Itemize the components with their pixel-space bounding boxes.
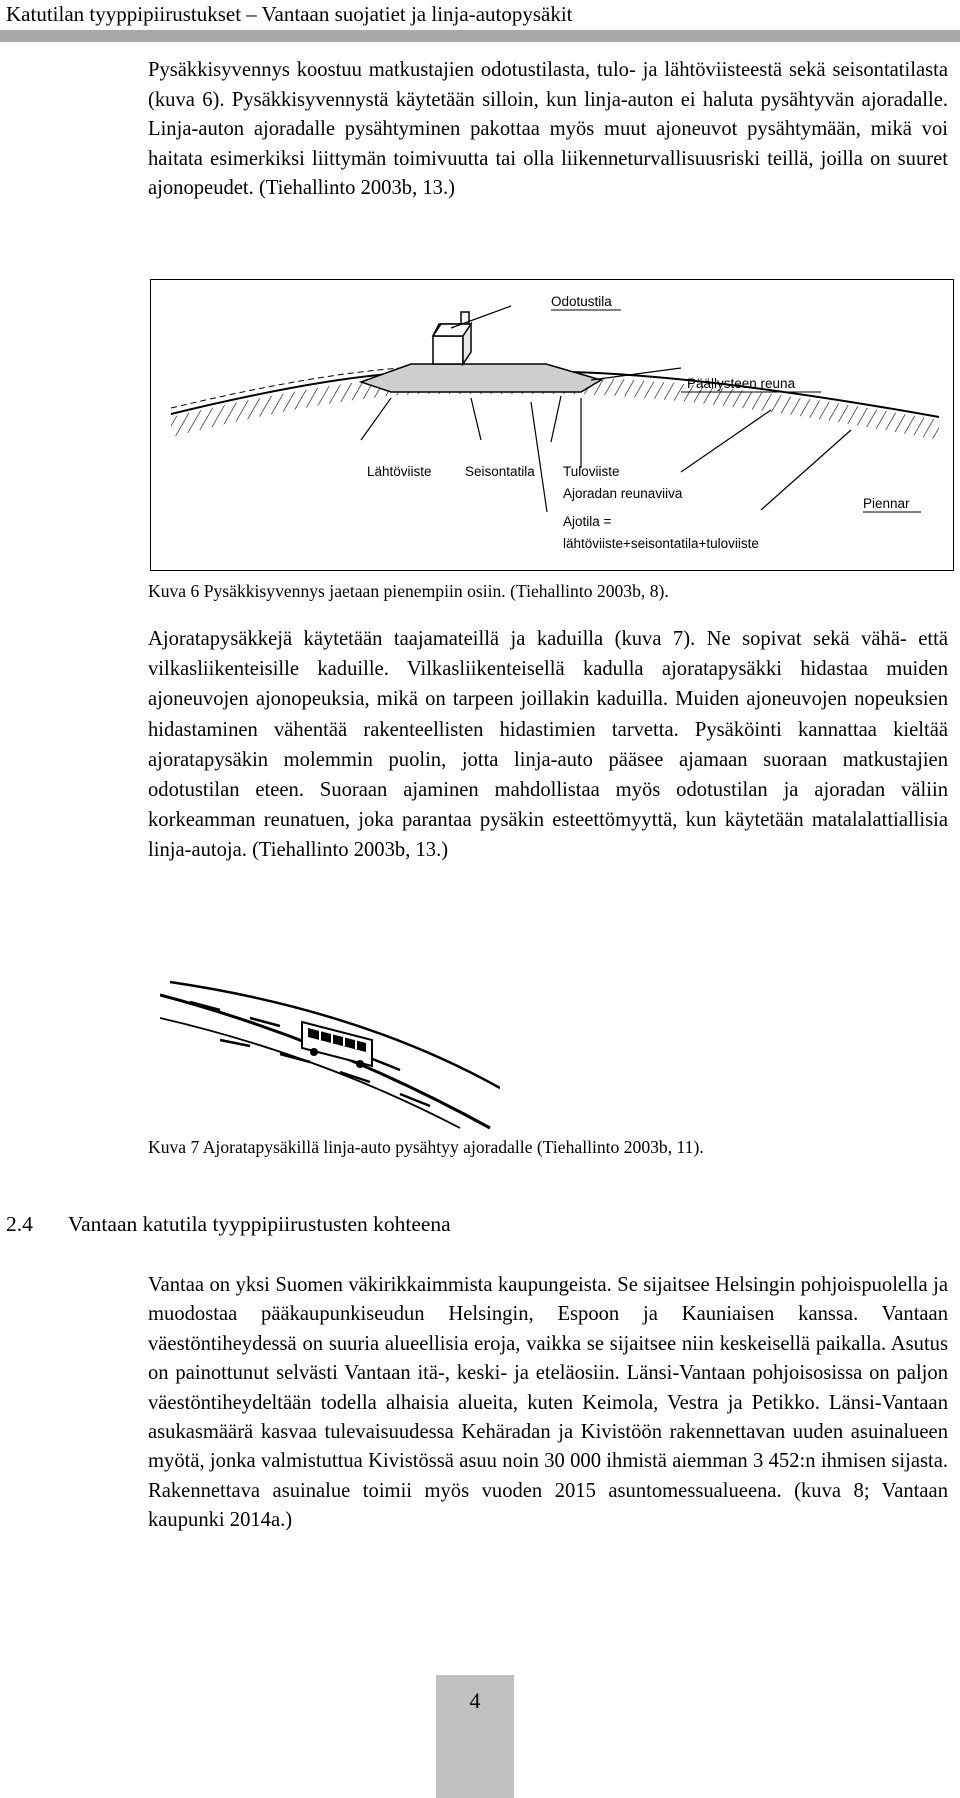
- figure-7-caption: Kuva 7 Ajoratapysäkillä linja-auto pysähtyy ajoradalle (Tiehallinto 2003b, 11).: [148, 1137, 704, 1157]
- figure-6-diagram: [150, 279, 954, 571]
- bus-bay-platform: [361, 364, 601, 392]
- paragraph-vantaa: Vantaa on yksi Suomen väkirikkaimmista kaupungeista. Se sijaitsee Helsingin pohjoispuolella ja muodostaa pääkaupunkiseudun Helsingin, Espoon ja Kauniaisen kanssa. Vantaan väestöntiheydessä on suuria alueellisia eroja, vaikka se sijaitsee niin keskeisellä paikalla. Asutus on painottunut selvästi Vantaan itä-, keski- ja eteläosiin. Länsi-Vantaan pohjoisosissa on paljon väestöntiheydeltään todella alhaisia alueita, kuten Keimola, Vestra ja Petikko. Länsi-Vantaan asukasmäärä kasvaa tulevaisuudessa Kehäradan ja Kivistöön rakennettavan uuden asuinalueen myötä, jonka valmistuttua Kivistössä asuu noin 30 000 ihmistä aiemman 3 452:n ihmisen sijasta. Rakennettava asuinalue toimii myös vuoden 2015 asuntomessualueena. (kuva 8; Vantaan kaupunki 2014a.): [148, 1274, 948, 1532]
- label-ajoradan-reunaviiva: Ajoradan reunaviiva: [563, 486, 683, 501]
- shelter-icon: [433, 336, 463, 364]
- label-tuloviiste: Tuloviiste: [563, 464, 620, 479]
- header-rule: [0, 30, 960, 42]
- section-number: 2.4: [6, 1212, 33, 1236]
- label-ajotila: Ajotila =: [563, 514, 612, 529]
- label-odotustila: Odotustila: [551, 294, 612, 309]
- running-header: Katutilan tyyppipiirustukset – Vantaan suojatiet ja linja-autopysäkit: [6, 2, 573, 26]
- bus-icon: [302, 1022, 372, 1068]
- label-ajotila-formula: lähtöviiste+seisontatila+tuloviiste: [563, 536, 759, 551]
- figure-6-caption: Kuva 6 Pysäkkisyvennys jaetaan pienempiin osiin. (Tiehallinto 2003b, 8).: [148, 581, 669, 601]
- paragraph-pysakkisyvennys: Pysäkkisyvennys koostuu matkustajien odotustilasta, tulo- ja lähtöviisteestä sekä seisontatilasta (kuva 6). Pysäkkisyvennystä käytetään silloin, kun linja-auton ei haluta pysähtyvän ajoradalle. Linja-auton ajoradalle pysähtyminen pakottaa myös muut ajoneuvot pysähtymään, mikä voi haitata esimerkiksi liittymän toimivuutta tai olla liikenneturvallisuusriski teillä, joilla on suuret ajonopeudet. (Tiehallinto 2003b, 13.): [148, 59, 948, 199]
- section-title: Vantaan katutila tyyppipiirustusten kohteena: [68, 1212, 451, 1236]
- label-seisontatila: Seisontatila: [465, 464, 535, 479]
- page-number-box: [436, 1675, 514, 1798]
- road-bus-sketch: [160, 980, 500, 1130]
- label-piennar: Piennar: [863, 496, 910, 511]
- label-lahtoviiste: Lähtöviiste: [367, 464, 432, 479]
- section-heading: [6, 1209, 451, 1239]
- page-number: 4: [469, 1688, 481, 1713]
- paragraph-ajoratapysakit: Ajoratapysäkkejä käytetään taajamateillä ja kaduilla (kuva 7). Ne sopivat sekä vähä- että vilkasliikenteisille kaduille. Vilkasliikenteisellä kadulla ajoratapysäkki hidastaa muiden ajoneuvojen ajonopeuksia, mikä on tarpeen joillakin kaduilla. Muiden ajoneuvojen nopeuksien hidastaminen vähentää rakenteellisten hidastimien tarvetta. Pysäköinti kannattaa kieltää ajoratapysäkin molemmin puolin, jotta linja-auto pääsee ajamaan suoraan matkustajien odotustilan eteen. Suoraan ajaminen mahdollistaa myös odotustilan ja ajoradan väliin korkeamman reunatuen, joka parantaa pysäkin esteettömyyttä, kun käytetään matalalattiallisia linja-autoja. (Tiehallinto 2003b, 13.): [148, 628, 948, 862]
- figure-7-illustration: [160, 980, 500, 1130]
- label-paallysteen-reuna: Päällysteen reuna: [687, 376, 796, 391]
- bus-bay-diagram: [151, 280, 955, 572]
